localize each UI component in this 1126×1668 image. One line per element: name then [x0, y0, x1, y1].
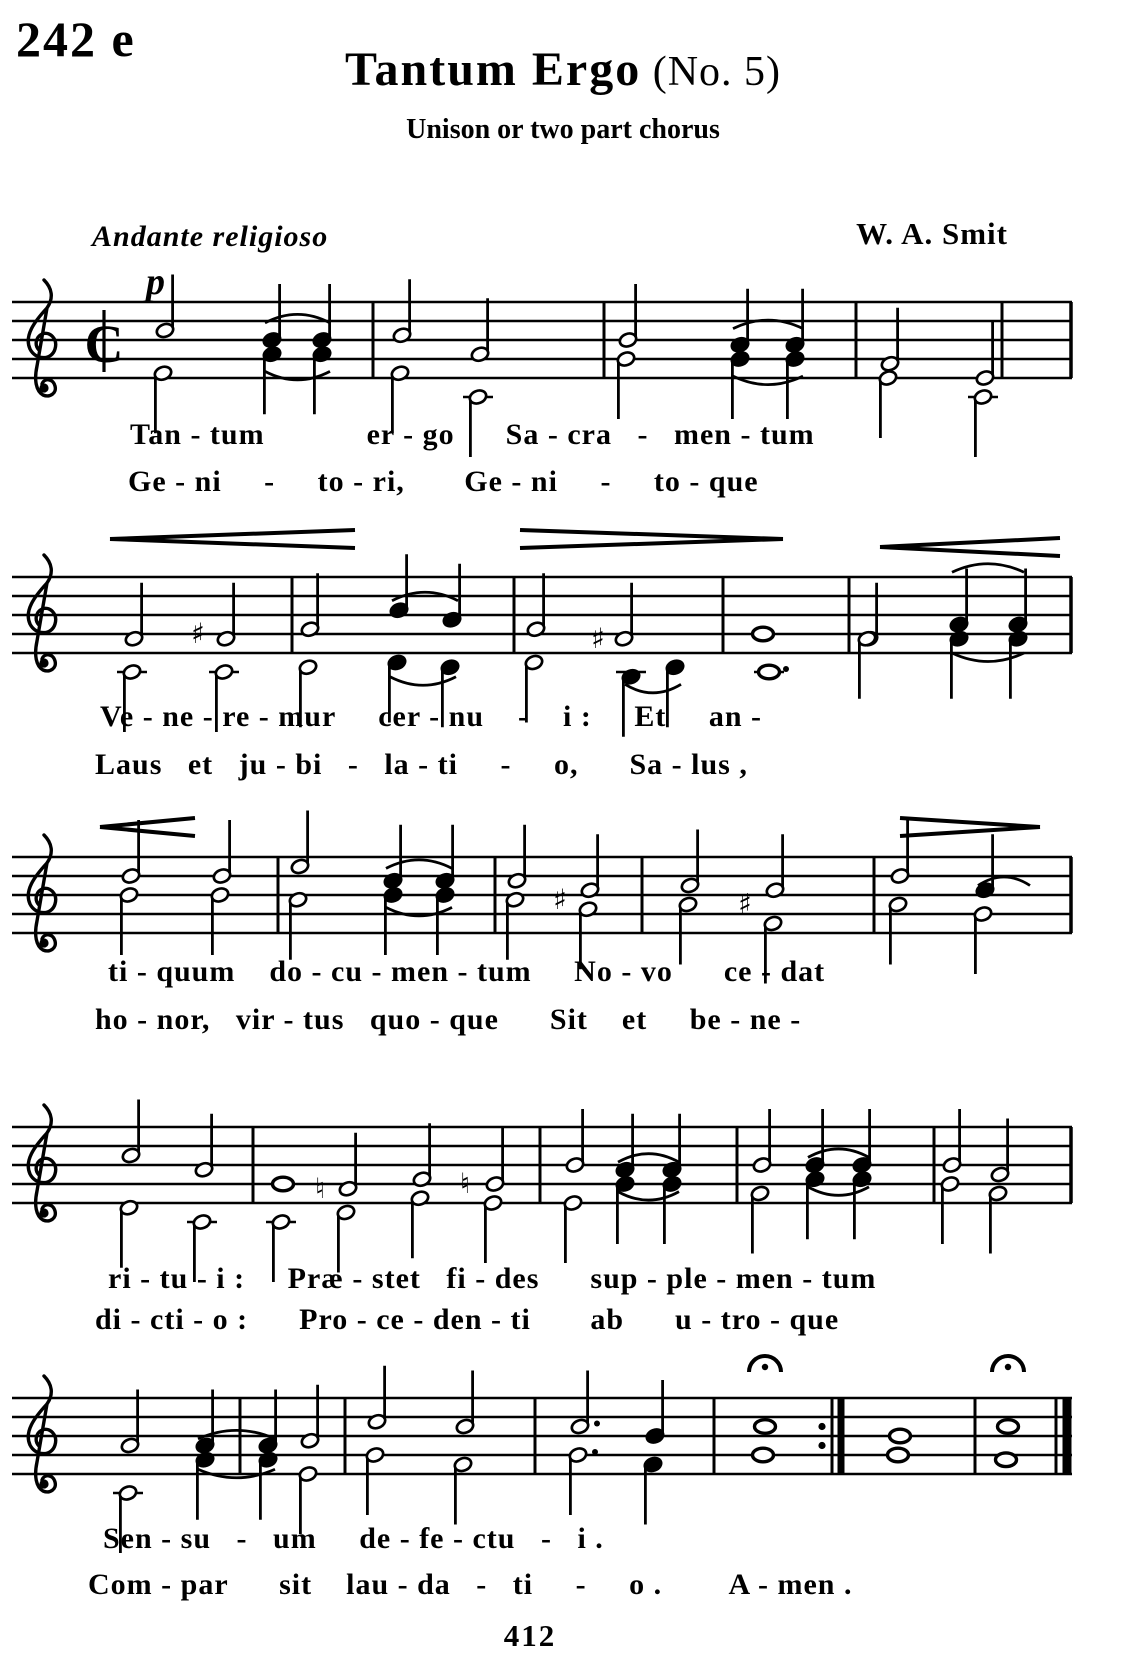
note-h — [570, 1371, 600, 1436]
note-h — [940, 1175, 960, 1244]
note-h — [752, 1109, 772, 1174]
note-q — [383, 886, 403, 955]
note-h — [563, 1194, 583, 1263]
sharp-accidental: ♯ — [591, 621, 605, 655]
note-h — [300, 573, 320, 638]
note-w — [996, 1453, 1017, 1467]
note-h — [470, 298, 490, 363]
note-h — [455, 1371, 475, 1436]
tie — [625, 684, 681, 693]
note-h — [890, 820, 910, 885]
note-q — [785, 350, 805, 419]
note-h — [878, 369, 898, 438]
note-w — [753, 1448, 774, 1462]
note-h — [288, 891, 308, 960]
note-q — [195, 1451, 215, 1520]
natural-accidental: ♮ — [314, 1171, 326, 1205]
note-w — [888, 1448, 909, 1462]
staff-system-3 — [0, 767, 1126, 1037]
note-h — [680, 830, 700, 895]
page-number: 412 — [503, 1618, 557, 1653]
tempo-marking: Andante religioso — [92, 220, 329, 253]
tie — [618, 1154, 679, 1163]
note-h — [212, 820, 232, 885]
sharp-accidental: ♯ — [191, 617, 205, 650]
note-h — [485, 1128, 505, 1193]
note-h — [483, 1194, 503, 1263]
tie — [198, 1430, 275, 1439]
dynamic-marking: p — [146, 261, 165, 303]
note-h — [942, 1109, 962, 1174]
note-h — [565, 1109, 585, 1174]
lyric-line-3-2: ho - nor, vir - tus quo - que Sit et be - ne - — [95, 1003, 802, 1036]
note-h — [119, 886, 139, 955]
note-w — [273, 1177, 294, 1191]
note-h — [975, 322, 995, 387]
note-h — [580, 834, 600, 899]
decrescendo-hairpin — [900, 818, 1040, 836]
lyric-line-4-1: ri - tu - i : Præ - stet fi - des sup - ple - men - tum — [108, 1262, 877, 1295]
note-h — [968, 388, 998, 457]
fermata-icon — [749, 1356, 781, 1372]
crescendo-hairpin — [100, 818, 195, 836]
note-h — [453, 1456, 473, 1525]
note-h — [765, 834, 785, 899]
note-q — [805, 1109, 825, 1174]
note-h — [412, 1123, 432, 1188]
note-h — [973, 905, 993, 974]
note-h — [121, 1100, 141, 1165]
note-w — [998, 1420, 1019, 1434]
lyric-line-5-1: Sen - su - um de - fe - ctu - i . — [103, 1522, 604, 1555]
note-q — [262, 345, 282, 414]
note-q — [312, 345, 332, 414]
note-q — [949, 630, 969, 699]
note-q — [730, 350, 750, 419]
note-q — [643, 1456, 663, 1525]
note-h — [857, 630, 877, 699]
note-q — [852, 1109, 872, 1174]
tie — [618, 1192, 679, 1201]
title-number: (No. 5) — [641, 49, 782, 95]
note-h — [210, 886, 230, 955]
cut-time-signature: C — [84, 314, 124, 374]
note-q — [805, 1170, 825, 1239]
note-q — [662, 1175, 682, 1244]
note-q — [975, 834, 995, 899]
note-q — [1008, 630, 1028, 699]
note-w — [890, 1429, 911, 1443]
catalog-number: 242 e — [16, 11, 136, 67]
note-h — [526, 573, 546, 638]
note-h — [618, 284, 638, 349]
note-h — [365, 1446, 385, 1515]
note-w — [755, 1420, 776, 1434]
tie — [390, 677, 456, 686]
lyric-line-2-1: Ve - ne - re - mur cer - nu - i : Et an - — [100, 700, 762, 733]
sharp-accidental: ♯ — [738, 887, 752, 921]
note-q — [852, 1170, 872, 1239]
note-h — [888, 896, 908, 965]
note-h — [616, 350, 636, 419]
crescendo-hairpin — [110, 530, 355, 548]
decrescendo-hairpin — [520, 530, 783, 548]
note-q — [645, 1380, 665, 1445]
note-w — [754, 665, 789, 679]
note-h — [410, 1189, 430, 1258]
fermata-icon — [992, 1356, 1024, 1372]
note-h — [568, 1446, 598, 1515]
lyric-line-2-2: Laus et ju - bi - la - ti - o, Sa - lus , — [95, 748, 748, 781]
tie — [808, 1187, 869, 1196]
natural-accidental: ♮ — [459, 1167, 471, 1200]
note-h — [505, 891, 525, 960]
note-h — [119, 1199, 139, 1268]
subtitle: Unison or two part chorus — [406, 114, 720, 145]
lyric-line-3-1: ti - quum do - cu - men - tum No - vo ce - dat — [108, 955, 826, 988]
composer: W. A. Smit — [856, 216, 1008, 251]
note-h — [988, 1185, 1008, 1254]
title-text: Tantum Ergo — [344, 43, 642, 96]
note-h — [290, 811, 310, 876]
tie — [808, 1149, 869, 1158]
note-q — [435, 886, 455, 955]
note-q — [615, 1175, 635, 1244]
sharp-accidental: ♯ — [553, 882, 567, 916]
page-title — [0, 42, 1126, 97]
lyric-line-1-2: Ge - ni - to - ri, Ge - ni - to - que — [128, 465, 759, 498]
note-h — [750, 1185, 770, 1254]
lyric-line-5-2: Com - par sit lau - da - ti - o . A - men . — [88, 1568, 853, 1601]
tie — [386, 860, 452, 869]
note-h — [392, 279, 412, 344]
note-q — [258, 1451, 278, 1520]
note-w — [753, 627, 774, 641]
lyric-line-1-1: Tan - tum er - go Sa - cra - men - tum — [130, 418, 815, 451]
note-q — [389, 554, 409, 619]
crescendo-hairpin — [880, 538, 1060, 556]
lyric-line-4-2: di - cti - o : Pro - ce - den - ti ab u - tro - que — [95, 1303, 840, 1336]
tie — [952, 564, 1024, 573]
